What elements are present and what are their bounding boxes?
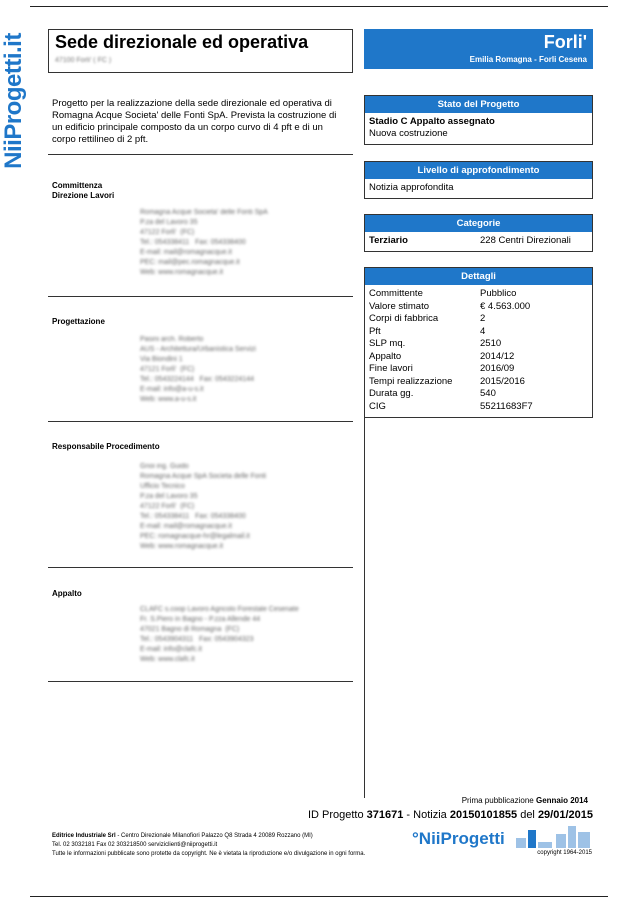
detail-row: Tempi realizzazione 2015/2016 <box>369 375 525 387</box>
detail-row: Corpi di fabbrica 2 <box>369 313 486 324</box>
detail-row: SLP mq. 2510 <box>369 338 502 349</box>
progettazione-contact: Pasini arch. Roberto AUS - Architettura/Urbanistica Servizi Via Biondini 1 47121 Forli' (FC) Tel.: 0543224144 Fax: 0543224144 E-mail: info@a-u-s.it Web: www.a-u-s.it <box>140 336 256 403</box>
detail-row: Valore stimato € 4.563.000 <box>369 300 531 312</box>
detail-row: Durata gg. 540 <box>369 388 496 399</box>
project-id-line: ID Progetto 371671 - Notizia 20150101855 del 29/01/2015 <box>307 809 593 821</box>
progettazione-label: Progettazione <box>52 317 105 326</box>
committenza-contact: Romagna Acque Societa' delle Fonti SpA P.za del Lavoro 35 47122 Forli' (FC) Tel.: 054338411 Fax: 054338400 E-mail: mail@romagnacque.it PEC: mail@pec.romagnacque.it Web: www.romagnacque.it <box>140 209 268 276</box>
project-description: Progetto per la realizzazione della sede direzionale ed operativa di Romagna Acque Societa' delle Fonti SpA. Prevista la costruzione di un edificio principale composto da un corpo curvo di 4 pft e di un corpo rettilineo di 2 pft. <box>52 98 337 145</box>
committenza-label: Committenza Direzione Lavori <box>52 181 115 200</box>
footer-contacts: Tel. 02 3032181 Fax 02 303218500 serviziclienti@niiprogetti.it <box>52 842 218 848</box>
skyline-icon <box>516 826 592 848</box>
notizia-date: 29/01/2015 <box>537 809 593 821</box>
stato-stage: Stadio C Appalto assegnato <box>369 116 495 127</box>
project-title-box <box>48 29 353 73</box>
detail-row: CIG 55211683F7 <box>369 400 533 412</box>
niiprogetti-logo: °NiiProgetti <box>412 826 592 854</box>
responsabile-contact: Gnoi ing. Guido Romagna Acque SpA Societa delle Fonti Ufficio Tecnico P.za del Lavoro 35 47122 Forli' (FC) Tel.: 054338411 Fax: 054338400 E-mail: mail@romagnacque.it PEC: romagnacque-hr@legalmail.it Web: www.romagnacque.it <box>140 463 267 550</box>
section-divider <box>48 154 353 155</box>
prima-pubblicazione: Prima pubblicazione Gennaio 2014 <box>461 796 588 805</box>
categoria-key: Terziario <box>369 235 408 246</box>
detail-row: Pft 4 <box>369 325 486 337</box>
detail-row: Fine lavori 2016/09 <box>369 363 515 374</box>
livello-header: Livello di approfondimento <box>365 162 592 179</box>
project-location: 47100 Forli' ( FC ) <box>55 57 112 64</box>
footer-info: Editrice Industriale Srl - Centro Direzionale Milanofiori Palazzo Q8 Strada 4 20089 Rozzano (MI) Tel. 02 3032181 Fax 02 303218500 serviziclienti@niiprogetti.it Tutte le informazioni pubblicate sono protette da copyright. Ne è vietata la riproduzione e/o divulgazione in ogni forma. <box>52 832 432 859</box>
page-title: Sede direzionale ed operativa <box>55 32 309 52</box>
vertical-brand-logo: NiiProgetti.it <box>0 33 27 169</box>
categorie-panel <box>364 214 593 252</box>
stato-type: Nuova costruzione <box>369 128 448 139</box>
region-name: Emilia Romagna - Forli Cesena <box>469 55 587 64</box>
livello-value: Notizia approfondita <box>369 182 454 193</box>
stato-header: Stato del Progetto <box>365 96 592 113</box>
footer-rights: Tutte le informazioni pubblicate sono protette da copyright. Ne è vietata la riproduzione e/o divulgazione in ogni forma. <box>52 851 366 857</box>
right-column-rule <box>364 418 593 798</box>
dettagli-panel <box>364 267 593 418</box>
appalto-label: Appalto <box>52 589 82 598</box>
notizia-id: 20150101855 <box>449 809 518 821</box>
categoria-value: 228 Centri Direzionali <box>480 235 571 246</box>
section-divider <box>48 296 353 297</box>
section-divider <box>48 567 353 568</box>
categorie-header: Categorie <box>365 215 592 232</box>
detail-row: Appalto 2014/12 <box>369 350 515 362</box>
stato-panel <box>364 95 593 145</box>
section-divider <box>48 681 353 682</box>
responsabile-label: Responsabile Procedimento <box>52 442 160 451</box>
footer-company: Editrice Industriale Srl <box>52 833 116 839</box>
dettagli-header: Dettagli <box>365 268 592 285</box>
appalto-contact: CLAFC s.coop Lavoro Agricolo Forestale Cesenate Fr. S.Piero in Bagno - P.zza Allende 44 47021 Bagno di Romagna (FC) Tel.: 0543904311 Fax: 0543904323 E-mail: info@clafc.it Web: www.clafc.it <box>140 606 299 663</box>
copyright: copyright 1964-2015 <box>537 850 592 856</box>
bottom-rule <box>30 896 608 897</box>
livello-panel <box>364 161 593 199</box>
section-divider <box>48 421 353 422</box>
top-rule <box>30 6 608 7</box>
city-banner <box>364 29 593 69</box>
detail-row: Committente Pubblico <box>369 288 517 299</box>
city-name: Forli' <box>543 32 587 52</box>
project-id: 371671 <box>366 809 404 821</box>
